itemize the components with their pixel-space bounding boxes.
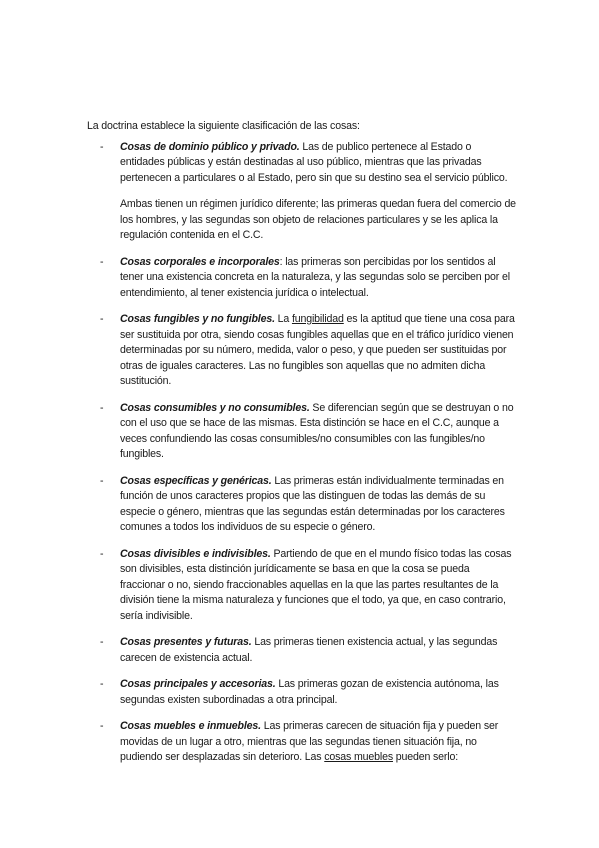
- list-item: [87, 547, 517, 625]
- bullet-dash: -: [100, 140, 104, 153]
- bullet-dash: -: [100, 547, 104, 560]
- item-text: es la aptitud que tiene una cosa para ser sustituida por otra, siendo cosas fungibles aquellas que en el tráfico jurídico vienen determinadas por su número, medida, valor o peso, y que pueden ser sustituidas por otras de iguales caracteres. Las no fungibles son aquellas que no admiten dicha sustitución.: [120, 313, 515, 387]
- bullet-dash: -: [100, 636, 104, 648]
- item-term: Cosas muebles e inmuebles.: [120, 720, 261, 732]
- item-term: Cosas de dominio público y privado.: [120, 140, 300, 153]
- cosas-muebles-link[interactable]: cosas muebles: [324, 751, 393, 763]
- list-item: [87, 140, 517, 244]
- item-paragraph: [120, 255, 517, 302]
- bullet-dash: -: [100, 401, 104, 414]
- intro-paragraph: La doctrina establece la siguiente clasificación de las cosas:: [87, 120, 360, 132]
- item-term: Cosas consumibles y no consumibles.: [120, 401, 310, 414]
- item-term: Cosas específicas y genéricas.: [120, 474, 272, 487]
- item-paragraph: [120, 677, 517, 708]
- list-item: [87, 255, 517, 302]
- list-item: [87, 719, 517, 766]
- item-term: Cosas principales y accesorias.: [120, 678, 276, 690]
- item-paragraph: [120, 635, 517, 666]
- item-paragraph: [120, 401, 517, 463]
- bullet-dash: -: [100, 720, 104, 732]
- bullet-dash: -: [100, 678, 104, 690]
- item-text: Las primeras están individualmente terminadas en función de unos caracteres propios que las distinguen de todas las demás de su especie o género, mientras que las segundas están determinadas por los caracteres comunes a todos los individuos de su especie o género.: [120, 474, 505, 533]
- item-paragraph: [120, 312, 517, 390]
- item-text: Partiendo de que en el mundo físico todas las cosas son divisibles, esta distinción jurídicamente se basa en que la cosa se pueda fraccionar o no, siendo fraccionables aquellas en la que las partes resultantes de la división tiene la misma naturaleza y funciones que el todo, ya que, en caso contrario, sería indivisible.: [120, 547, 512, 622]
- item-paragraph: [120, 140, 517, 187]
- item-text: Las primeras tienen existencia actual, y las segundas carecen de existencia actual.: [120, 636, 498, 664]
- item-text-after-link: pueden serlo:: [392, 751, 459, 763]
- item-text-before-link: La: [274, 313, 292, 325]
- item-text: Las de publico pertenece al Estado o entidades públicas y están destinadas al uso público, mientras que las privadas pertenecen a particulares o al Estado, pero sin que su destino sea el servicio público.: [120, 140, 508, 184]
- bullet-dash: -: [100, 313, 104, 325]
- item-paragraph: [120, 719, 517, 766]
- classification-list: [87, 140, 517, 766]
- item-term: Cosas divisibles e indivisibles.: [120, 547, 271, 560]
- bullet-dash: -: [100, 474, 104, 487]
- item-paragraph: [120, 474, 517, 536]
- list-item: [87, 401, 517, 463]
- item-text: Las primeras gozan de existencia autónoma, las segundas existen subordinadas a otra principal.: [120, 678, 499, 706]
- fungibilidad-link[interactable]: fungibilidad: [291, 313, 344, 325]
- bullet-dash: -: [100, 255, 104, 268]
- item-text: Se diferencian según que se destruyan o no con el uso que se hace de las mismas. Esta distinción se hace en el C.C, aunque a veces confundiendo las cosas consumibles/no consumibles con las fungibles/no fungibles.: [120, 401, 514, 460]
- list-item: [87, 474, 517, 536]
- list-item: [87, 635, 517, 666]
- document-body: [87, 119, 517, 777]
- item-term: Cosas corporales e incorporales: [120, 255, 280, 268]
- item-text: Las primeras carecen de situación fija y pueden ser movidas de un lugar a otro, mientras que las segundas tienen situación fija, no pudiendo ser desplazadas sin deterioro. Las: [120, 720, 499, 763]
- item-term: Cosas presentes y futuras.: [120, 636, 252, 648]
- item-paragraph: [120, 547, 517, 625]
- list-item: [87, 312, 517, 390]
- item-extra-paragraph: Ambas tienen un régimen jurídico diferente; las primeras quedan fuera del comercio de los hombres, y las segundas son objeto de relaciones particulares y se les aplica la regulación contenida en el C.C.: [120, 198, 516, 241]
- list-item: [87, 677, 517, 708]
- item-text: : las primeras son percibidas por los sentidos al tener una existencia concreta en la naturaleza, y las segundas solo se perciben por el entendimiento, al tener existencia jurídica o intelectual.: [120, 255, 510, 299]
- item-term: Cosas fungibles y no fungibles.: [120, 313, 275, 325]
